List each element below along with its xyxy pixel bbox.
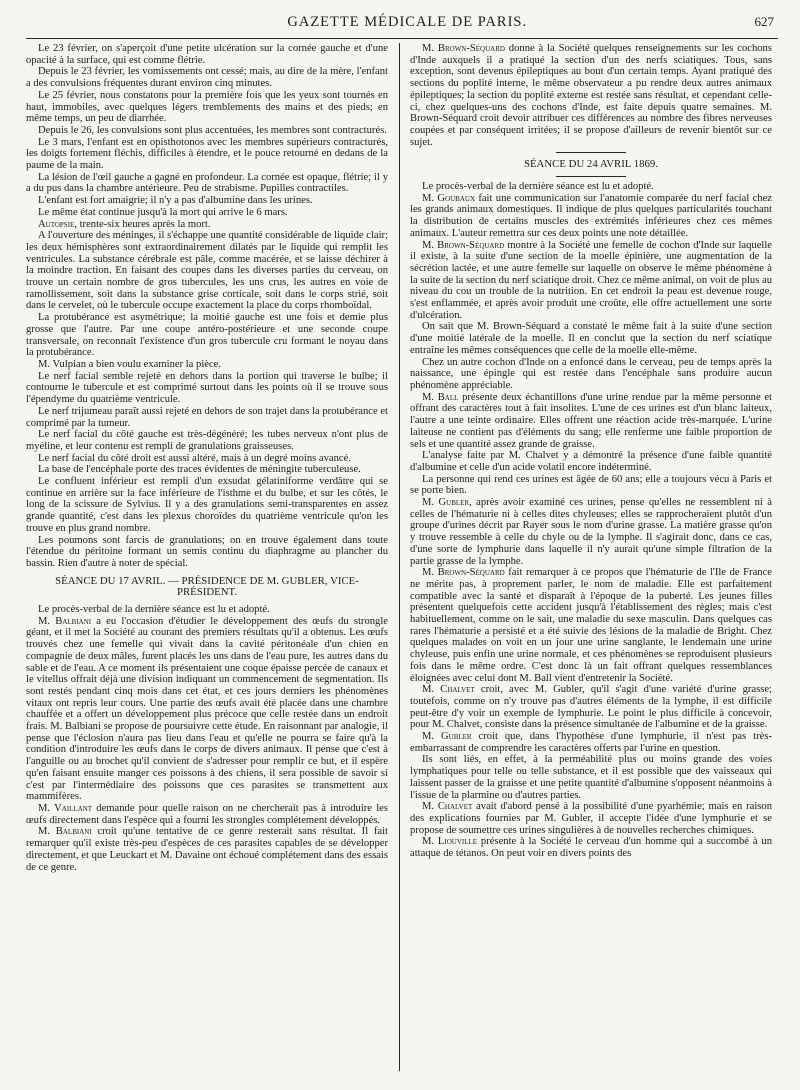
paragraph: Le procès-verbal de la dernière séance est lu et adopté.: [422, 181, 654, 193]
paragraph: Ils sont liés, en effet, à la perméabilité plus ou moins grande des voies lymphatiques pour telle ou telle substance, et il est possible que des vaisseaux qui laissent passer de la graisse et une petite quantité d'albumine s'opposent néanmoins à l'issue de la plarmine ou d'autres parties.: [410, 754, 772, 801]
paragraph: L'analyse faite par M. Chalvet y a démontré la présence d'une faible quantité d'albumine et celle d'un acide volatil encore indéterminé.: [410, 450, 772, 473]
paragraph-text: fait remarquer à ce propos que l'hématurie de l'Ile de France ne mérite pas, à proprement parler, le nom de maladie. Elle est parfaitement compatible avec la santé et disparaît à l'époque de la puberté. Les jeunes filles présentent quelquefois cette accident jusqu'à l'établissement des règles; mais c'est habituellement, comme on le sait, une maladie du sexe masculin. Dans quelques cas rares l'hématurie a persisté et a été suivie des lésions de la maladie de Bright. Chez quelques malades on voit en un jour une urine sanglante, le lendemain une urine chyleuse, puis enfin une urine normale, et ces phénomènes se reproduisent plusieurs fois dans le même ordre. C'est donc là un fait offrant quelques ressemblances éloignées avec celui dont M. Ball vient d'entretenir la Société.: [410, 567, 772, 684]
paragraph: [410, 684, 772, 731]
paragraph: [410, 801, 772, 836]
speaker-name: M. Goubaux: [422, 192, 475, 204]
paragraph: Le nerf facial du côté gauche est très-dégénéré; les tubes nerveux n'ont plus de myéline, et leur contenu est rempli de granulations graisseuses.: [26, 429, 388, 452]
paragraph: La personne qui rend ces urines est âgée de 60 ans; elle a toujours vécu à Paris et se porte bien.: [410, 473, 772, 497]
paragraph: [410, 43, 772, 148]
paragraph: Les poumons sont farcis de granulations; on en trouve également dans toute l'étendue du péritoine formant un semis continu du diaphragme au plancher du bassin. Rien d'autre à noter de spécial.: [26, 534, 388, 569]
columns: [26, 43, 778, 1071]
paragraph: L'enfant est fort amaigrie; il n'y a pas d'albumine dans les urines.: [38, 195, 313, 207]
paragraph: [410, 731, 772, 754]
newspaper-page: [26, 14, 778, 1078]
paragraph: La base de l'encéphale porte des traces évidentes de méningite tuberculeuse.: [38, 464, 361, 476]
paragraph: [26, 826, 388, 873]
session-heading: SÉANCE DU 24 AVRIL 1869.: [523, 158, 659, 171]
paragraph: Le nerf facial semble rejeté en dehors dans la portion qui traverse le bulbe; il contourne le tubercule et est comprimé surtout dans les points où il se trouve sous l'épendyme du quatrième ventricule.: [26, 370, 388, 406]
paragraph-text: présente deux échantillons d'une urine rendue par la même personne et offrant des caractères tout à fait insolites. L'une de ces urines est d'un blanc laiteux, l'autre a une teinte ordinaire. Elles offrent une réaction acide très-marquée. L'urine laiteuse ne contient pas d'éléments du sang; elle renferme une faible proportion de sels et une quantité assez grande de graisse.: [410, 391, 772, 450]
paragraph-text: a eu l'occasion d'étudier le développement des œufs du strongle géant, et il met la Société au courant des premiers résultats qu'il a obtenus. Les œufs trouvés chez une femelle qui vivait dans la cavité péritonéale d'un chien en compagnie de deux mâles, furent placés les uns dans de l'eau pure, les autres dans du sable et de l'eau. A ce moment ils présentaient une coque épaisse percée de canaux et le vitellus offrait déjà une division indiquant un commencement de segmentation. Ils sont restés pendant cinq mois dans cet état, et ces jours derniers les phénomènes vitaux ont repris leur cours. Une partie des œufs avait été placée dans une chambre chauffée et a offert un développement plus précoce que celle restée dans un endroit frais. M. Balbiani se propose de poursuivre cette étude. En raisonnant par analogie, il pense que l'éclosion n'aura pas lieu dans l'eau et qu'elle ne pourra se faire qu'à la condition d'introduire les œufs dans le corps de divers animaux. Il pense que c'est à l'anguille ou au brochet qu'il convient de s'adresser pour remplir ce but, et il espère qu'en faisant ensuite manger ces poissons à des chiens, il sera possible de savoir si c'est par l'intermédiaire des poissons que ces parasites se transmettent aux mammifères.: [26, 615, 388, 803]
paragraph: [410, 567, 772, 684]
paragraph-text: croit, avec M. Gubler, qu'il s'agit d'une variété d'urine grasse; toutefois, comme on n'y trouve pas d'autres éléments de la lymphe, il est difficile peut-être d'y voir un exemple de lymphurie. Le point le plus difficile à concevoir, pour M. Chalvet, consiste dans la présence simultanée de l'albumine et de la graisse.: [410, 684, 772, 731]
paragraph: [410, 836, 772, 859]
paragraph: Le 23 février, on s'aperçoit d'une petite ulcération sur la cornée gauche et d'une opacité à la surface, qui est comme flétrie.: [26, 43, 388, 66]
speaker-name: M. Gubler: [422, 731, 472, 743]
section-separator: [556, 176, 626, 177]
paragraph-text: demande pour quelle raison on ne chercherait pas à introduire les œufs directement dans l'espèce qui a fourni les strongles complétement développés.: [26, 803, 388, 826]
paragraph: La protubérance est asymétrique; la moitié gauche est une fois et demie plus grosse que l'autre. Par une coupe antéro-postérieure et une seconde coupe transversale, on reconnaît l'existence d'un gros tubercule cru formant le noyau dans la protubérance.: [26, 312, 388, 359]
session-heading: SÉANCE DU 17 AVRIL. — PRÉSIDENCE DE M. GUBLER, VICE-PRÉSIDENT.: [55, 574, 359, 599]
paragraph-text: présente à la Société le cerveau d'un homme qui a succombé à un attaque de tétanos. On peut voir en divers points des: [410, 836, 772, 860]
paragraph: [410, 497, 772, 567]
paragraph: Le nerf facial du côté droit est aussi altéré, mais à un degré moins avancé.: [38, 452, 351, 464]
right-column: [410, 43, 772, 1071]
paragraph-text: , après avoir examiné ces urines, pense qu'elles ne ressemblent ni à celles de l'hématurie ni à celles dites chyleuses; elles se rapprocheraient plutôt d'un groupe d'urines décrit par Rayer sous le nom d'urine grasse. La matière grasse qu'on y trouve ressemble à celle du chyle ou de la lymphe. Il s'agirait donc, dans ce cas, d'une sorte de lymphurie dans laquelle il n'y aurait qu'une simple filtration de la partie grasse de la lymphe.: [410, 497, 772, 567]
paragraph: [26, 219, 388, 231]
section-separator: [556, 152, 626, 153]
speaker-name: M. Ball: [422, 391, 459, 403]
speaker-name: M. Brown-Séquard: [422, 43, 505, 54]
speaker-name: M. Gubler: [422, 497, 470, 509]
paragraph: [410, 392, 772, 451]
speaker-name: M. Chalvet: [422, 801, 473, 813]
paragraph: Le procès-verbal de la dernière séance est lu et adopté.: [38, 604, 270, 616]
paragraph-text: montre à la Société une femelle de cochon d'Inde sur laquelle il existe, à la suite d'une section de la moelle épinière, une augmentation de la sécrétion lactée, et une autre femelle sur laquelle on observe le même phénomène à la suite de la section du nerf sciatique droit. Chez ce même animal, on voit de plus au niveau du cou un trouble de la nutrition. En cet endroit la peau est devenue rouge, s'est enflammée, et après avoir produit une croûte, elle offre actuellement une sorte d'ulcération.: [410, 239, 772, 321]
speaker-name: M. Brown-Séquard: [422, 239, 505, 251]
paragraph: [26, 803, 388, 826]
page-header: [26, 14, 778, 38]
paragraph: Le 3 mars, l'enfant est en opisthotonos avec les membres supérieurs contracturés, les doigts fortement fléchis, difficiles à étendre, et le pouce retourné en dedans de la paume de la main.: [26, 136, 388, 172]
paragraph: On sait que M. Brown-Séquard a constaté le même fait à la suite d'une section d'une moitié latérale de la moelle. Il en conclut que la section du nerf sciatique entraîne les mêmes conséquences que celle de la moelle elle-même.: [410, 321, 772, 356]
paragraph: M. Vulpian a bien voulu examiner la pièce.: [38, 358, 222, 370]
speaker-name: M. Balbiani: [38, 826, 92, 838]
paragraph: [26, 616, 388, 803]
paragraph-text: fait une communication sur l'anatomie comparée du nerf facial chez les grands animaux domestiques. Il indique de plus quelques particularités touchant la distribution de certains muscles des extrémités inférieures chez ces mêmes animaux. L'auteur remettra sur ces deux points une note détaillée.: [410, 192, 772, 239]
journal-title: GAZETTE MÉDICALE DE PARIS.: [287, 14, 528, 30]
left-column: [26, 43, 388, 1071]
paragraph: Le même état continue jusqu'à la mort qui arrive le 6 mars.: [38, 206, 288, 218]
autopsy-label: Autopsie: [38, 218, 75, 230]
speaker-name: M. Vaillant: [38, 803, 93, 814]
column-divider: [399, 43, 400, 1071]
paragraph-text: avait d'abord pensé à la possibilité d'une pyarhémie; mais en raison des explications fournies par M. Gubler, il accepte l'idée d'une lymphurie et se propose de soumettre ces urines singulières à de nouvelles recherches chimiques.: [410, 801, 772, 836]
header-rule: [26, 38, 778, 39]
paragraph: Chez un autre cochon d'Inde on a enfoncé dans le cerveau, peu de temps après la naissance, une épingle qui est restée dans l'encéphale sans produire aucun phénomène appréciable.: [410, 356, 772, 391]
paragraph-text: , trente-six heures après la mort.: [74, 218, 211, 230]
speaker-name: M. Balbiani: [38, 615, 92, 627]
speaker-name: M. Chalvet: [422, 684, 475, 696]
paragraph-text: donne à la Société quelques renseignements sur les cochons d'Inde auxquels il a pratiqué la section d'un des nerfs sciatiques. Tous, sans exception, sont devenus épileptiques au bout d'un certain temps. Ayant pratiqué des sections du poplité interne, le même observateur a pu rendre deux autres animaux épileptiques; la section du poplité externe est restée sans résultat, et cependant celle-ci, chez quelques-uns des cochons d'Inde, est faite depuis quatre semaines. M. Brown-Séquard croit devoir attribuer ces différences au nombre des fibres nerveuses coupées et par conséquent irritées; il se propose d'ailleurs de revenir bientôt sur ce sujet.: [410, 43, 772, 148]
paragraph: Depuis le 23 février, les vomissements ont cessé; mais, au dire de la mère, l'enfant a des convulsions fréquentes durant environ cinq minutes.: [26, 66, 388, 90]
speaker-name: M. Brown-Séquard: [422, 567, 505, 579]
paragraph: Le nerf trijumeau paraît aussi rejeté en dehors de son trajet dans la protubérance et comprimé par la tumeur.: [26, 405, 388, 429]
paragraph-text: croit qu'une tentative de ce genre resterait sans résultat. Il fait remarquer qu'il existe très-peu d'espèces de ces parasites capables de se développer directement, et que Leuckart et M. Davaine ont échoué complétement dans des essais de ce genre.: [26, 826, 388, 873]
paragraph: [410, 240, 772, 322]
page-number: 627: [754, 14, 774, 29]
paragraph: Le 25 février, nous constatons pour la première fois que les yeux sont tournés en haut, immobiles, avec quelques légers tremblements des mains et des pieds; en même temps, un peu de diarrhée.: [26, 89, 388, 125]
paragraph: La lésion de l'œil gauche a gagné en profondeur. La cornée est opaque, flétrie; il y a du pus dans la chambre antérieure. Peu de strabisme. Pupilles contractiles.: [26, 171, 388, 195]
paragraph: A l'ouverture des méninges, il s'échappe une quantité considérable de liquide clair; les deux hémisphères sont extraordinairement dilatés par le liquide qui remplit les ventricules. La substance cérébrale est pâle, comme macérée, et se laisse déchirer à la moindre traction. En faisant des coupes dans les diverses parties du cerveau, on trouve un certain nombre de gros tubercules, les uns crus, les autres en voie de ramollissement, soit dans la substance grise corticale, soit dans le corps strié, soit dans le cervelet, où le tubercule occupe exactement la place du corps rhomboïdal.: [26, 230, 388, 312]
paragraph: Depuis le 26, les convulsions sont plus accentuées, les membres sont contracturés.: [38, 124, 387, 136]
paragraph-text: croit que, dans l'hypothèse d'une lymphurie, il n'est pas très-embarrassant de comprendre les caractères offerts par l'urine en question.: [410, 731, 772, 754]
paragraph: Le confluent inférieur est rempli d'un exsudat gélatiniforme verdâtre qui se continue en arrière sur la face inférieure de l'isthme et du bulbe, et sur les côtés, le long de la scissure de Sylvius. Il y a des granulations semi-transparentes en assez grande quantité, c'est dans les plexus choroïdes du quatrième ventricule qu'on les trouve en plus grand nombre.: [26, 476, 388, 534]
paragraph: [410, 193, 772, 240]
speaker-name: M. Liouville: [422, 836, 478, 848]
